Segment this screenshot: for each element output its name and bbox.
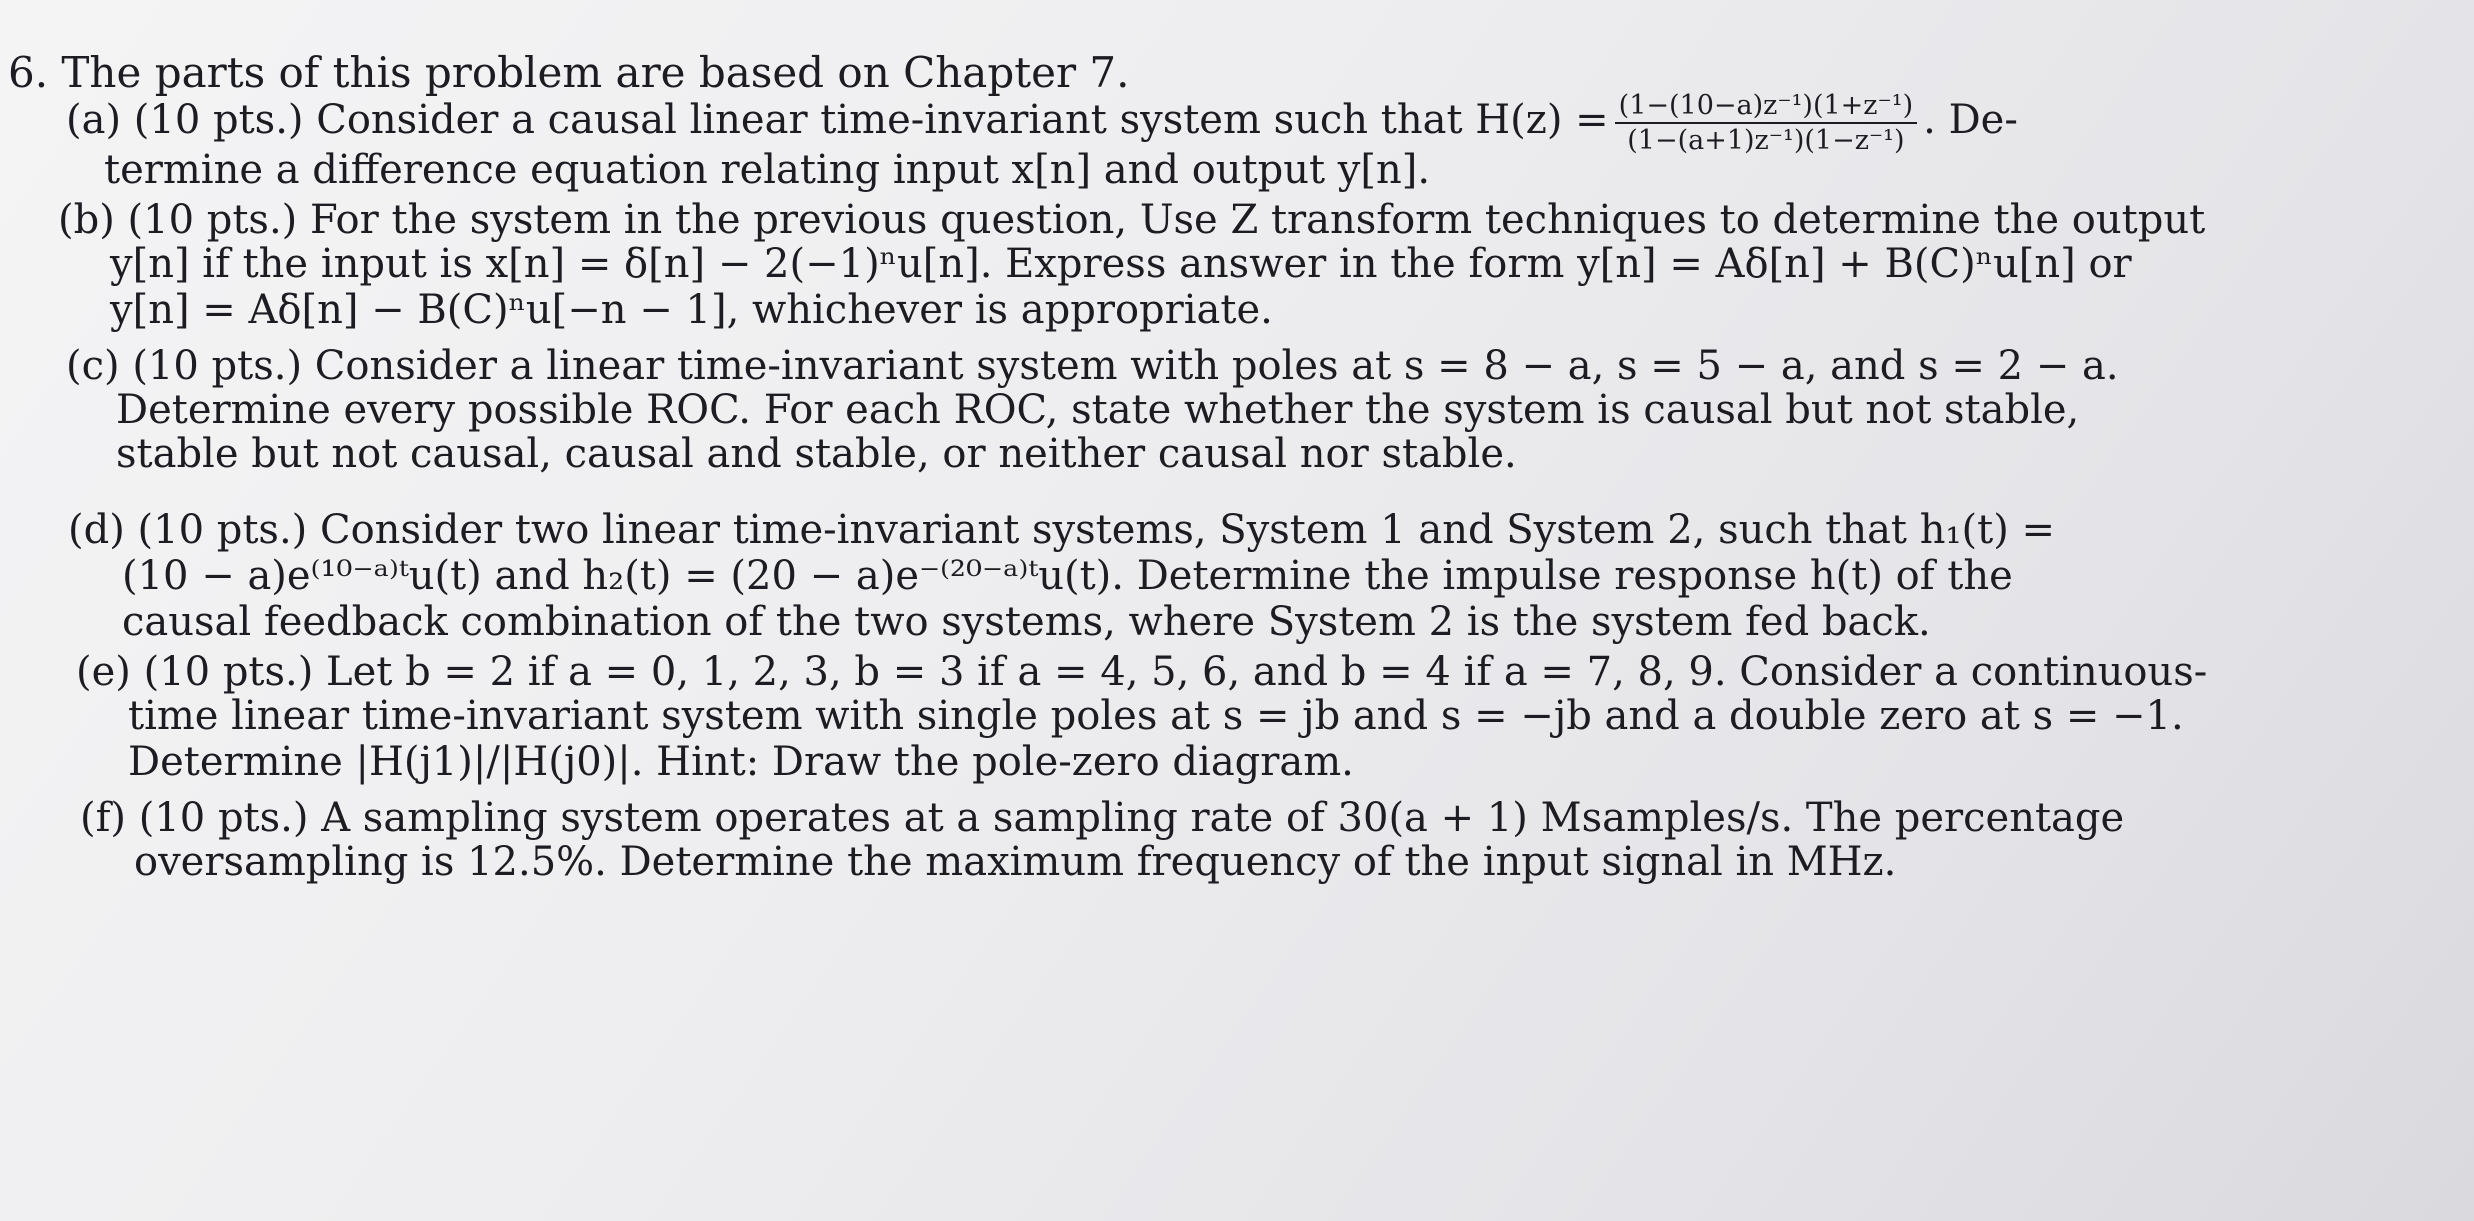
part-a-line-1 <box>66 92 2018 154</box>
part-f-line-1: (f) (10 pts.) A sampling system operates at a sampling rate of 30(a + 1) Msamples/s. The percentage <box>80 795 2125 841</box>
part-b-line-1: (b) (10 pts.) For the system in the previous question, Use Z transform techniques to determine the output <box>58 197 2206 243</box>
part-d-line-3: causal feedback combination of the two systems, where System 2 is the system fed back. <box>122 599 1931 645</box>
part-e-line-1: (e) (10 pts.) Let b = 2 if a = 0, 1, 2, 3, b = 3 if a = 4, 5, 6, and b = 4 if a = 7, 8, 9. Consider a continuous- <box>76 649 2208 695</box>
fraction-numerator: (1−(10−a)z⁻¹)(1+z⁻¹) <box>1618 90 1914 121</box>
part-d-line-1: (d) (10 pts.) Consider two linear time-invariant systems, System 1 and System 2, such that h₁(t) = <box>68 507 2056 553</box>
part-d-line-2: (10 − a)e⁽¹⁰⁻ᵃ⁾ᵗu(t) and h₂(t) = (20 − a)e⁻⁽²⁰⁻ᵃ⁾ᵗu(t). Determine the impulse response h(t) of the <box>122 553 2013 599</box>
part-e-line-3: Determine |H(j1)|/|H(j0)|. Hint: Draw the pole-zero diagram. <box>128 739 1354 785</box>
part-a-text: (a) (10 pts.) Consider a causal linear time-invariant system such that H(z) = <box>66 97 1609 143</box>
part-f-line-2: oversampling is 12.5%. Determine the maximum frequency of the input signal in MHz. <box>134 839 1897 885</box>
problem-heading: 6. The parts of this problem are based on Chapter 7. <box>8 48 1130 97</box>
fraction-denominator: (1−(a+1)z⁻¹)(1−z⁻¹) <box>1615 122 1917 154</box>
part-a-line-2: termine a difference equation relating input x[n] and output y[n]. <box>104 147 1431 193</box>
part-c-line-1: (c) (10 pts.) Consider a linear time-invariant system with poles at s = 8 − a, s = 5 − a, and s = 2 − a. <box>66 343 2119 389</box>
transfer-function-fraction <box>1615 92 1917 154</box>
part-e-line-2: time linear time-invariant system with single poles at s = jb and s = −jb and a double zero at s = −1. <box>128 693 2184 739</box>
part-b-line-2: y[n] if the input is x[n] = δ[n] − 2(−1)ⁿu[n]. Express answer in the form y[n] = Aδ[n] + B(C)ⁿu[n] or <box>110 241 2132 287</box>
part-b-line-3: y[n] = Aδ[n] − B(C)ⁿu[−n − 1], whichever is appropriate. <box>110 287 1273 333</box>
part-c-line-2: Determine every possible ROC. For each ROC, state whether the system is causal but not stable, <box>116 387 2080 433</box>
part-c-line-3: stable but not causal, causal and stable, or neither causal nor stable. <box>116 431 1517 477</box>
part-a-text-end: . De- <box>1923 97 2018 143</box>
